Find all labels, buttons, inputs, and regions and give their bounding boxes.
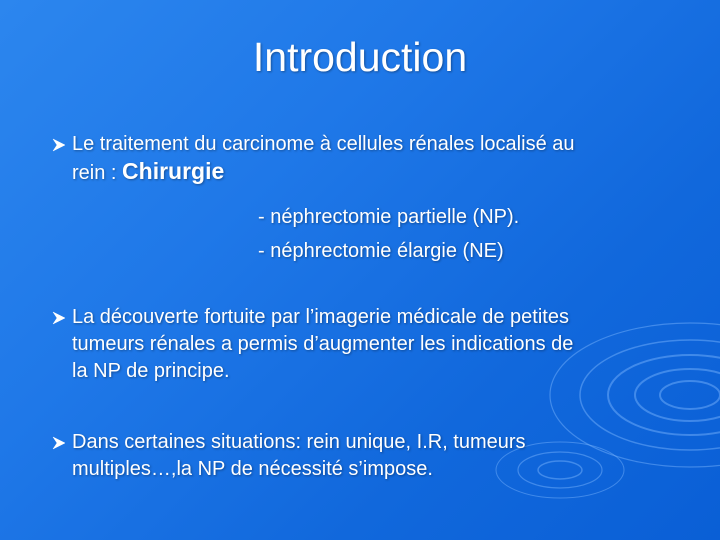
bullet-1 — [72, 131, 575, 187]
bullet-1-line-1: Le traitement du carcinome à cellules rénales localisé au — [72, 133, 575, 155]
bullet-3 — [72, 429, 526, 483]
bullet-2-line-1: La découverte fortuite par l’imagerie médicale de petites — [72, 306, 569, 328]
bullet-3-line-1: Dans certaines situations: rein unique, I.R, tumeurs — [72, 431, 526, 453]
bullet-2 — [72, 304, 573, 385]
arrow-bullet-icon — [52, 311, 66, 325]
bullet-1-line-2 — [72, 158, 575, 187]
slide-title: Introduction — [252, 34, 468, 80]
bullet-1-emphasis: Chirurgie — [122, 158, 225, 184]
arrow-bullet-icon — [52, 138, 66, 152]
arrow-bullet-icon — [52, 436, 66, 450]
sub-item-ne: - néphrectomie élargie (NE) — [258, 240, 504, 262]
bullet-2-line-3: la NP de principe. — [72, 360, 230, 382]
bullet-2-line-2: tumeurs rénales a permis d’augmenter les indications de — [72, 333, 574, 355]
bullet-1-prefix: rein : — [72, 162, 123, 184]
sub-item-np: - néphrectomie partielle (NP). — [258, 206, 520, 228]
bullet-3-line-2: multiples…,la NP de nécessité s’impose. — [72, 458, 433, 480]
bullet-1-sublist — [258, 200, 519, 268]
